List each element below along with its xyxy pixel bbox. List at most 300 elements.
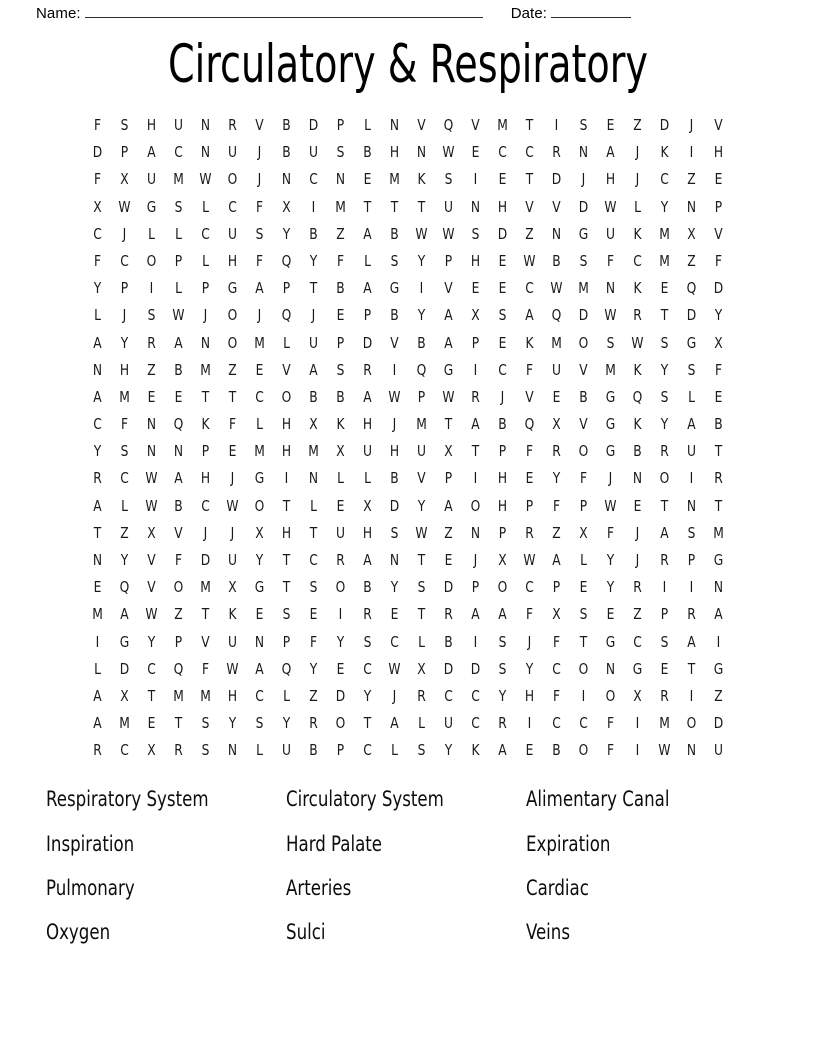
grid-letter[interactable]: Z (174, 605, 183, 624)
grid-letter[interactable]: O (227, 306, 238, 325)
grid-letter[interactable]: Q (443, 116, 454, 134)
grid-letter[interactable]: E (552, 387, 561, 406)
grid-letter[interactable]: N (632, 469, 643, 488)
grid-letter[interactable]: G (605, 632, 616, 651)
grid-letter[interactable]: E (93, 578, 102, 597)
grid-letter[interactable]: M (200, 578, 211, 597)
grid-letter[interactable]: Y (714, 306, 723, 325)
grid-letter[interactable]: T (714, 442, 723, 461)
grid-letter[interactable]: V (579, 360, 588, 379)
grid-letter[interactable]: J (203, 306, 208, 325)
grid-letter[interactable]: G (443, 360, 454, 379)
grid-letter[interactable]: R (660, 442, 669, 461)
grid-letter[interactable]: T (93, 523, 102, 542)
grid-letter[interactable]: L (364, 469, 371, 488)
grid-letter[interactable]: P (336, 116, 345, 134)
grid-letter[interactable]: A (660, 523, 669, 542)
grid-letter[interactable]: B (174, 360, 183, 379)
grid-letter[interactable]: S (660, 632, 669, 651)
grid-letter[interactable]: Z (687, 170, 696, 189)
grid-letter[interactable]: Y (120, 333, 129, 352)
grid-letter[interactable]: K (336, 415, 345, 434)
grid-letter[interactable]: C (525, 578, 534, 597)
grid-letter[interactable]: M (416, 415, 427, 434)
grid-letter[interactable]: H (497, 197, 508, 216)
grid-letter[interactable]: J (230, 469, 235, 488)
grid-letter[interactable]: L (94, 306, 101, 325)
grid-letter[interactable]: Y (147, 632, 156, 651)
grid-letter[interactable]: N (200, 333, 211, 352)
grid-letter[interactable]: J (500, 387, 505, 406)
grid-letter[interactable]: Y (606, 551, 615, 569)
grid-letter[interactable]: Y (228, 714, 237, 733)
grid-letter[interactable]: G (119, 632, 130, 651)
grid-letter[interactable]: I (581, 686, 586, 705)
grid-letter[interactable]: C (147, 659, 156, 678)
grid-letter[interactable]: O (173, 578, 184, 597)
grid-letter[interactable]: R (471, 387, 480, 406)
grid-letter[interactable]: A (444, 306, 453, 325)
grid-letter[interactable]: T (309, 523, 318, 542)
grid-letter[interactable]: I (635, 741, 640, 760)
grid-letter[interactable]: P (444, 469, 453, 488)
grid-letter[interactable]: T (417, 605, 426, 624)
grid-letter[interactable]: T (147, 686, 156, 705)
grid-letter[interactable]: X (444, 442, 453, 461)
grid-letter[interactable]: R (93, 469, 102, 488)
grid-letter[interactable]: Y (498, 686, 507, 705)
grid-letter[interactable]: L (391, 741, 398, 760)
grid-letter[interactable]: C (444, 686, 453, 705)
grid-letter[interactable]: R (552, 442, 561, 461)
grid-letter[interactable]: P (201, 279, 210, 298)
grid-letter[interactable]: U (228, 224, 237, 243)
grid-letter[interactable]: W (523, 251, 536, 270)
grid-letter[interactable]: X (93, 197, 102, 216)
grid-letter[interactable]: J (635, 551, 640, 569)
grid-letter[interactable]: C (633, 632, 642, 651)
grid-letter[interactable]: I (689, 578, 694, 597)
grid-letter[interactable]: T (309, 279, 318, 298)
grid-letter[interactable]: I (473, 469, 478, 488)
grid-letter[interactable]: N (200, 116, 211, 134)
grid-letter[interactable]: O (146, 251, 157, 270)
grid-letter[interactable]: F (606, 523, 615, 542)
grid-letter[interactable]: D (335, 686, 346, 705)
grid-letter[interactable]: U (309, 333, 318, 352)
grid-letter[interactable]: O (659, 469, 670, 488)
grid-letter[interactable]: S (363, 632, 372, 651)
grid-letter[interactable]: A (93, 714, 102, 733)
grid-letter[interactable]: F (309, 632, 318, 651)
grid-letter[interactable]: M (605, 360, 616, 379)
grid-letter[interactable]: G (605, 442, 616, 461)
grid-letter[interactable]: E (498, 279, 507, 298)
grid-letter[interactable]: I (689, 686, 694, 705)
grid-letter[interactable]: B (714, 415, 723, 434)
grid-letter[interactable]: Q (173, 415, 184, 434)
grid-letter[interactable]: V (579, 415, 588, 434)
grid-letter[interactable]: B (633, 442, 642, 461)
grid-letter[interactable]: T (228, 387, 237, 406)
grid-letter[interactable]: A (606, 143, 615, 162)
grid-letter[interactable]: S (687, 523, 696, 542)
grid-letter[interactable]: K (201, 415, 210, 434)
grid-letter[interactable]: S (201, 714, 210, 733)
grid-letter[interactable]: Y (606, 578, 615, 597)
grid-letter[interactable]: S (660, 333, 669, 352)
grid-letter[interactable]: E (471, 279, 480, 298)
grid-letter[interactable]: A (687, 632, 696, 651)
grid-letter[interactable]: R (498, 714, 507, 733)
word-list-item[interactable]: Expiration (526, 831, 611, 857)
grid-letter[interactable]: C (363, 659, 372, 678)
grid-letter[interactable]: Y (660, 415, 669, 434)
grid-letter[interactable]: R (93, 741, 102, 760)
grid-letter[interactable]: H (200, 469, 211, 488)
grid-letter[interactable]: B (390, 224, 399, 243)
grid-letter[interactable]: W (415, 523, 428, 542)
grid-letter[interactable]: U (444, 714, 453, 733)
grid-letter[interactable]: M (497, 116, 508, 134)
grid-letter[interactable]: Y (444, 741, 453, 760)
grid-letter[interactable]: X (417, 659, 426, 678)
word-list-item[interactable]: Alimentary Canal (526, 787, 670, 813)
grid-letter[interactable]: J (203, 523, 208, 542)
grid-letter[interactable]: H (119, 360, 130, 379)
grid-letter[interactable]: Z (228, 360, 237, 379)
grid-letter[interactable]: F (552, 686, 561, 705)
grid-letter[interactable]: G (389, 279, 400, 298)
grid-letter[interactable]: M (173, 686, 184, 705)
grid-letter[interactable]: G (605, 415, 616, 434)
grid-letter[interactable]: S (336, 143, 345, 162)
grid-letter[interactable]: F (525, 442, 534, 461)
grid-letter[interactable]: X (120, 686, 129, 705)
grid-letter[interactable]: V (552, 197, 561, 216)
grid-letter[interactable]: E (228, 442, 237, 461)
grid-letter[interactable]: G (686, 333, 697, 352)
grid-letter[interactable]: Q (281, 659, 292, 678)
grid-letter[interactable]: Y (309, 659, 318, 678)
grid-letter[interactable]: S (147, 306, 156, 325)
grid-letter[interactable]: S (255, 224, 264, 243)
grid-letter[interactable]: E (714, 387, 723, 406)
grid-letter[interactable]: U (282, 741, 291, 760)
grid-letter[interactable]: N (335, 170, 346, 189)
grid-letter[interactable]: Q (632, 387, 643, 406)
grid-letter[interactable]: I (635, 714, 640, 733)
grid-letter[interactable]: I (284, 469, 289, 488)
grid-letter[interactable]: X (363, 496, 372, 515)
grid-letter[interactable]: K (525, 333, 534, 352)
grid-letter[interactable]: Q (686, 279, 697, 298)
grid-letter[interactable]: V (390, 333, 399, 352)
grid-letter[interactable]: A (363, 387, 372, 406)
grid-letter[interactable]: C (120, 741, 129, 760)
grid-letter[interactable]: C (120, 469, 129, 488)
grid-letter[interactable]: W (226, 496, 239, 515)
grid-letter[interactable]: Z (633, 116, 642, 134)
grid-letter[interactable]: E (336, 659, 345, 678)
grid-letter[interactable]: B (309, 387, 318, 406)
grid-letter[interactable]: S (309, 578, 318, 597)
grid-letter[interactable]: S (336, 360, 345, 379)
grid-letter[interactable]: L (580, 551, 587, 569)
grid-letter[interactable]: R (336, 551, 345, 569)
grid-letter[interactable]: C (552, 714, 561, 733)
grid-letter[interactable]: B (336, 387, 345, 406)
grid-letter[interactable]: D (92, 143, 103, 162)
grid-letter[interactable]: V (147, 578, 156, 597)
grid-letter[interactable]: Y (417, 251, 426, 270)
grid-letter[interactable]: V (471, 116, 480, 134)
grid-letter[interactable]: R (147, 333, 156, 352)
grid-letter[interactable]: W (631, 333, 644, 352)
grid-letter[interactable]: C (471, 714, 480, 733)
grid-letter[interactable]: F (228, 415, 237, 434)
grid-letter[interactable]: I (716, 632, 721, 651)
grid-letter[interactable]: T (363, 714, 372, 733)
grid-letter[interactable]: A (93, 496, 102, 515)
grid-letter[interactable]: E (660, 659, 669, 678)
grid-letter[interactable]: A (309, 360, 318, 379)
grid-letter[interactable]: D (308, 116, 319, 134)
grid-letter[interactable]: S (417, 578, 426, 597)
grid-letter[interactable]: O (578, 333, 589, 352)
grid-letter[interactable]: U (363, 442, 372, 461)
grid-letter[interactable]: H (362, 415, 373, 434)
word-search-grid[interactable] (84, 112, 732, 765)
grid-letter[interactable]: Y (525, 659, 534, 678)
grid-letter[interactable]: X (498, 551, 507, 569)
grid-letter[interactable]: Z (309, 686, 318, 705)
grid-letter[interactable]: Y (660, 360, 669, 379)
grid-letter[interactable]: H (497, 469, 508, 488)
grid-letter[interactable]: T (363, 197, 372, 216)
grid-letter[interactable]: E (255, 360, 264, 379)
grid-letter[interactable]: H (524, 686, 535, 705)
grid-letter[interactable]: V (282, 360, 291, 379)
grid-letter[interactable]: Y (282, 714, 291, 733)
grid-letter[interactable]: Y (363, 686, 372, 705)
grid-letter[interactable]: C (579, 714, 588, 733)
word-list-item[interactable]: Inspiration (46, 831, 135, 857)
grid-letter[interactable]: E (606, 116, 615, 134)
grid-letter[interactable]: F (93, 116, 102, 134)
grid-letter[interactable]: A (255, 659, 264, 678)
grid-letter[interactable]: X (282, 197, 291, 216)
grid-letter[interactable]: C (390, 632, 399, 651)
grid-letter[interactable]: P (660, 605, 669, 624)
grid-letter[interactable]: L (337, 469, 344, 488)
grid-letter[interactable]: R (714, 469, 723, 488)
grid-letter[interactable]: O (686, 714, 697, 733)
grid-letter[interactable]: N (92, 551, 103, 569)
grid-letter[interactable]: G (632, 659, 643, 678)
grid-letter[interactable]: S (201, 741, 210, 760)
grid-letter[interactable]: L (175, 279, 182, 298)
grid-letter[interactable]: L (283, 333, 290, 352)
grid-letter[interactable]: G (713, 551, 724, 569)
grid-letter[interactable]: T (417, 551, 426, 569)
grid-letter[interactable]: E (498, 251, 507, 270)
grid-letter[interactable]: E (606, 605, 615, 624)
grid-letter[interactable]: T (282, 551, 291, 569)
grid-letter[interactable]: W (145, 496, 158, 515)
grid-letter[interactable]: O (227, 333, 238, 352)
grid-letter[interactable]: T (282, 578, 291, 597)
grid-letter[interactable]: T (687, 659, 696, 678)
grid-letter[interactable]: W (442, 224, 455, 243)
grid-letter[interactable]: D (389, 496, 400, 515)
grid-letter[interactable]: C (471, 686, 480, 705)
grid-letter[interactable]: N (605, 659, 616, 678)
grid-letter[interactable]: C (498, 360, 507, 379)
grid-letter[interactable]: W (388, 659, 401, 678)
grid-letter[interactable]: O (470, 496, 481, 515)
grid-letter[interactable]: A (552, 551, 561, 569)
grid-letter[interactable]: F (525, 605, 534, 624)
grid-letter[interactable]: P (471, 333, 480, 352)
word-list-item[interactable]: Oxygen (46, 920, 111, 946)
grid-letter[interactable]: B (390, 469, 399, 488)
grid-letter[interactable]: C (201, 224, 210, 243)
grid-letter[interactable]: A (93, 387, 102, 406)
grid-letter[interactable]: I (473, 632, 478, 651)
grid-letter[interactable]: X (633, 686, 642, 705)
grid-letter[interactable]: W (442, 143, 455, 162)
grid-letter[interactable]: U (336, 523, 345, 542)
grid-letter[interactable]: W (604, 197, 617, 216)
grid-letter[interactable]: A (498, 741, 507, 760)
grid-letter[interactable]: C (633, 251, 642, 270)
grid-letter[interactable]: W (145, 605, 158, 624)
grid-letter[interactable]: M (119, 714, 130, 733)
grid-letter[interactable]: X (147, 741, 156, 760)
grid-letter[interactable]: G (578, 224, 589, 243)
grid-letter[interactable]: R (363, 360, 372, 379)
grid-letter[interactable]: B (579, 387, 588, 406)
grid-letter[interactable]: P (552, 578, 561, 597)
grid-letter[interactable]: A (390, 714, 399, 733)
grid-letter[interactable]: E (444, 551, 453, 569)
grid-letter[interactable]: S (255, 714, 264, 733)
grid-letter[interactable]: T (174, 714, 183, 733)
grid-letter[interactable]: N (389, 116, 400, 134)
grid-letter[interactable]: F (552, 632, 561, 651)
grid-letter[interactable]: N (713, 578, 724, 597)
grid-letter[interactable]: W (442, 387, 455, 406)
grid-letter[interactable]: O (578, 741, 589, 760)
grid-letter[interactable]: O (254, 496, 265, 515)
grid-letter[interactable]: S (390, 251, 399, 270)
grid-letter[interactable]: M (659, 714, 670, 733)
grid-letter[interactable]: N (227, 741, 238, 760)
grid-letter[interactable]: T (660, 306, 669, 325)
grid-letter[interactable]: O (281, 387, 292, 406)
grid-letter[interactable]: B (363, 578, 372, 597)
grid-letter[interactable]: B (309, 224, 318, 243)
grid-letter[interactable]: P (282, 279, 291, 298)
grid-letter[interactable]: B (336, 279, 345, 298)
word-list-item[interactable]: Pulmonary (46, 875, 135, 901)
grid-letter[interactable]: D (578, 306, 589, 325)
grid-letter[interactable]: R (309, 714, 318, 733)
grid-letter[interactable]: E (633, 496, 642, 515)
grid-letter[interactable]: H (389, 143, 400, 162)
grid-letter[interactable]: H (605, 170, 616, 189)
grid-letter[interactable]: D (578, 197, 589, 216)
grid-letter[interactable]: G (605, 387, 616, 406)
grid-letter[interactable]: H (227, 251, 238, 270)
grid-letter[interactable]: P (120, 279, 129, 298)
grid-letter[interactable]: Q (173, 659, 184, 678)
grid-letter[interactable]: D (362, 333, 373, 352)
grid-letter[interactable]: H (713, 143, 724, 162)
grid-letter[interactable]: C (93, 415, 102, 434)
grid-letter[interactable]: N (146, 442, 157, 461)
grid-letter[interactable]: R (633, 578, 642, 597)
grid-letter[interactable]: C (660, 170, 669, 189)
word-list-item[interactable]: Veins (526, 920, 571, 946)
grid-letter[interactable]: W (604, 496, 617, 515)
grid-letter[interactable]: L (364, 251, 371, 270)
grid-letter[interactable]: Y (93, 279, 102, 298)
grid-letter[interactable]: E (336, 306, 345, 325)
grid-letter[interactable]: E (525, 741, 534, 760)
grid-letter[interactable]: J (257, 143, 262, 162)
grid-letter[interactable]: T (525, 170, 534, 189)
grid-letter[interactable]: M (119, 387, 130, 406)
grid-letter[interactable]: B (174, 496, 183, 515)
grid-letter[interactable]: A (255, 279, 264, 298)
grid-letter[interactable]: T (471, 442, 480, 461)
grid-letter[interactable]: T (201, 387, 210, 406)
grid-letter[interactable]: V (174, 523, 183, 542)
grid-letter[interactable]: D (659, 116, 670, 134)
grid-letter[interactable]: I (419, 279, 424, 298)
grid-letter[interactable]: C (309, 551, 318, 569)
grid-letter[interactable]: W (415, 224, 428, 243)
grid-letter[interactable]: Y (390, 578, 399, 597)
grid-letter[interactable]: A (174, 469, 183, 488)
grid-letter[interactable]: H (281, 415, 292, 434)
grid-letter[interactable]: F (93, 251, 102, 270)
grid-letter[interactable]: X (714, 333, 723, 352)
grid-letter[interactable]: A (687, 415, 696, 434)
grid-letter[interactable]: T (417, 197, 426, 216)
grid-letter[interactable]: U (228, 143, 237, 162)
grid-letter[interactable]: N (200, 143, 211, 162)
grid-letter[interactable]: H (281, 523, 292, 542)
grid-letter[interactable]: K (660, 143, 669, 162)
grid-letter[interactable]: Z (525, 224, 534, 243)
grid-letter[interactable]: C (309, 170, 318, 189)
grid-letter[interactable]: U (228, 551, 237, 569)
grid-letter[interactable]: Y (336, 632, 345, 651)
grid-letter[interactable]: B (417, 333, 426, 352)
grid-letter[interactable]: E (498, 333, 507, 352)
grid-letter[interactable]: W (172, 306, 185, 325)
grid-letter[interactable]: N (551, 224, 562, 243)
grid-letter[interactable]: W (199, 170, 212, 189)
grid-letter[interactable]: R (633, 306, 642, 325)
grid-letter[interactable]: I (338, 605, 343, 624)
grid-letter[interactable]: A (471, 415, 480, 434)
grid-letter[interactable]: M (335, 197, 346, 216)
grid-letter[interactable]: P (498, 442, 507, 461)
